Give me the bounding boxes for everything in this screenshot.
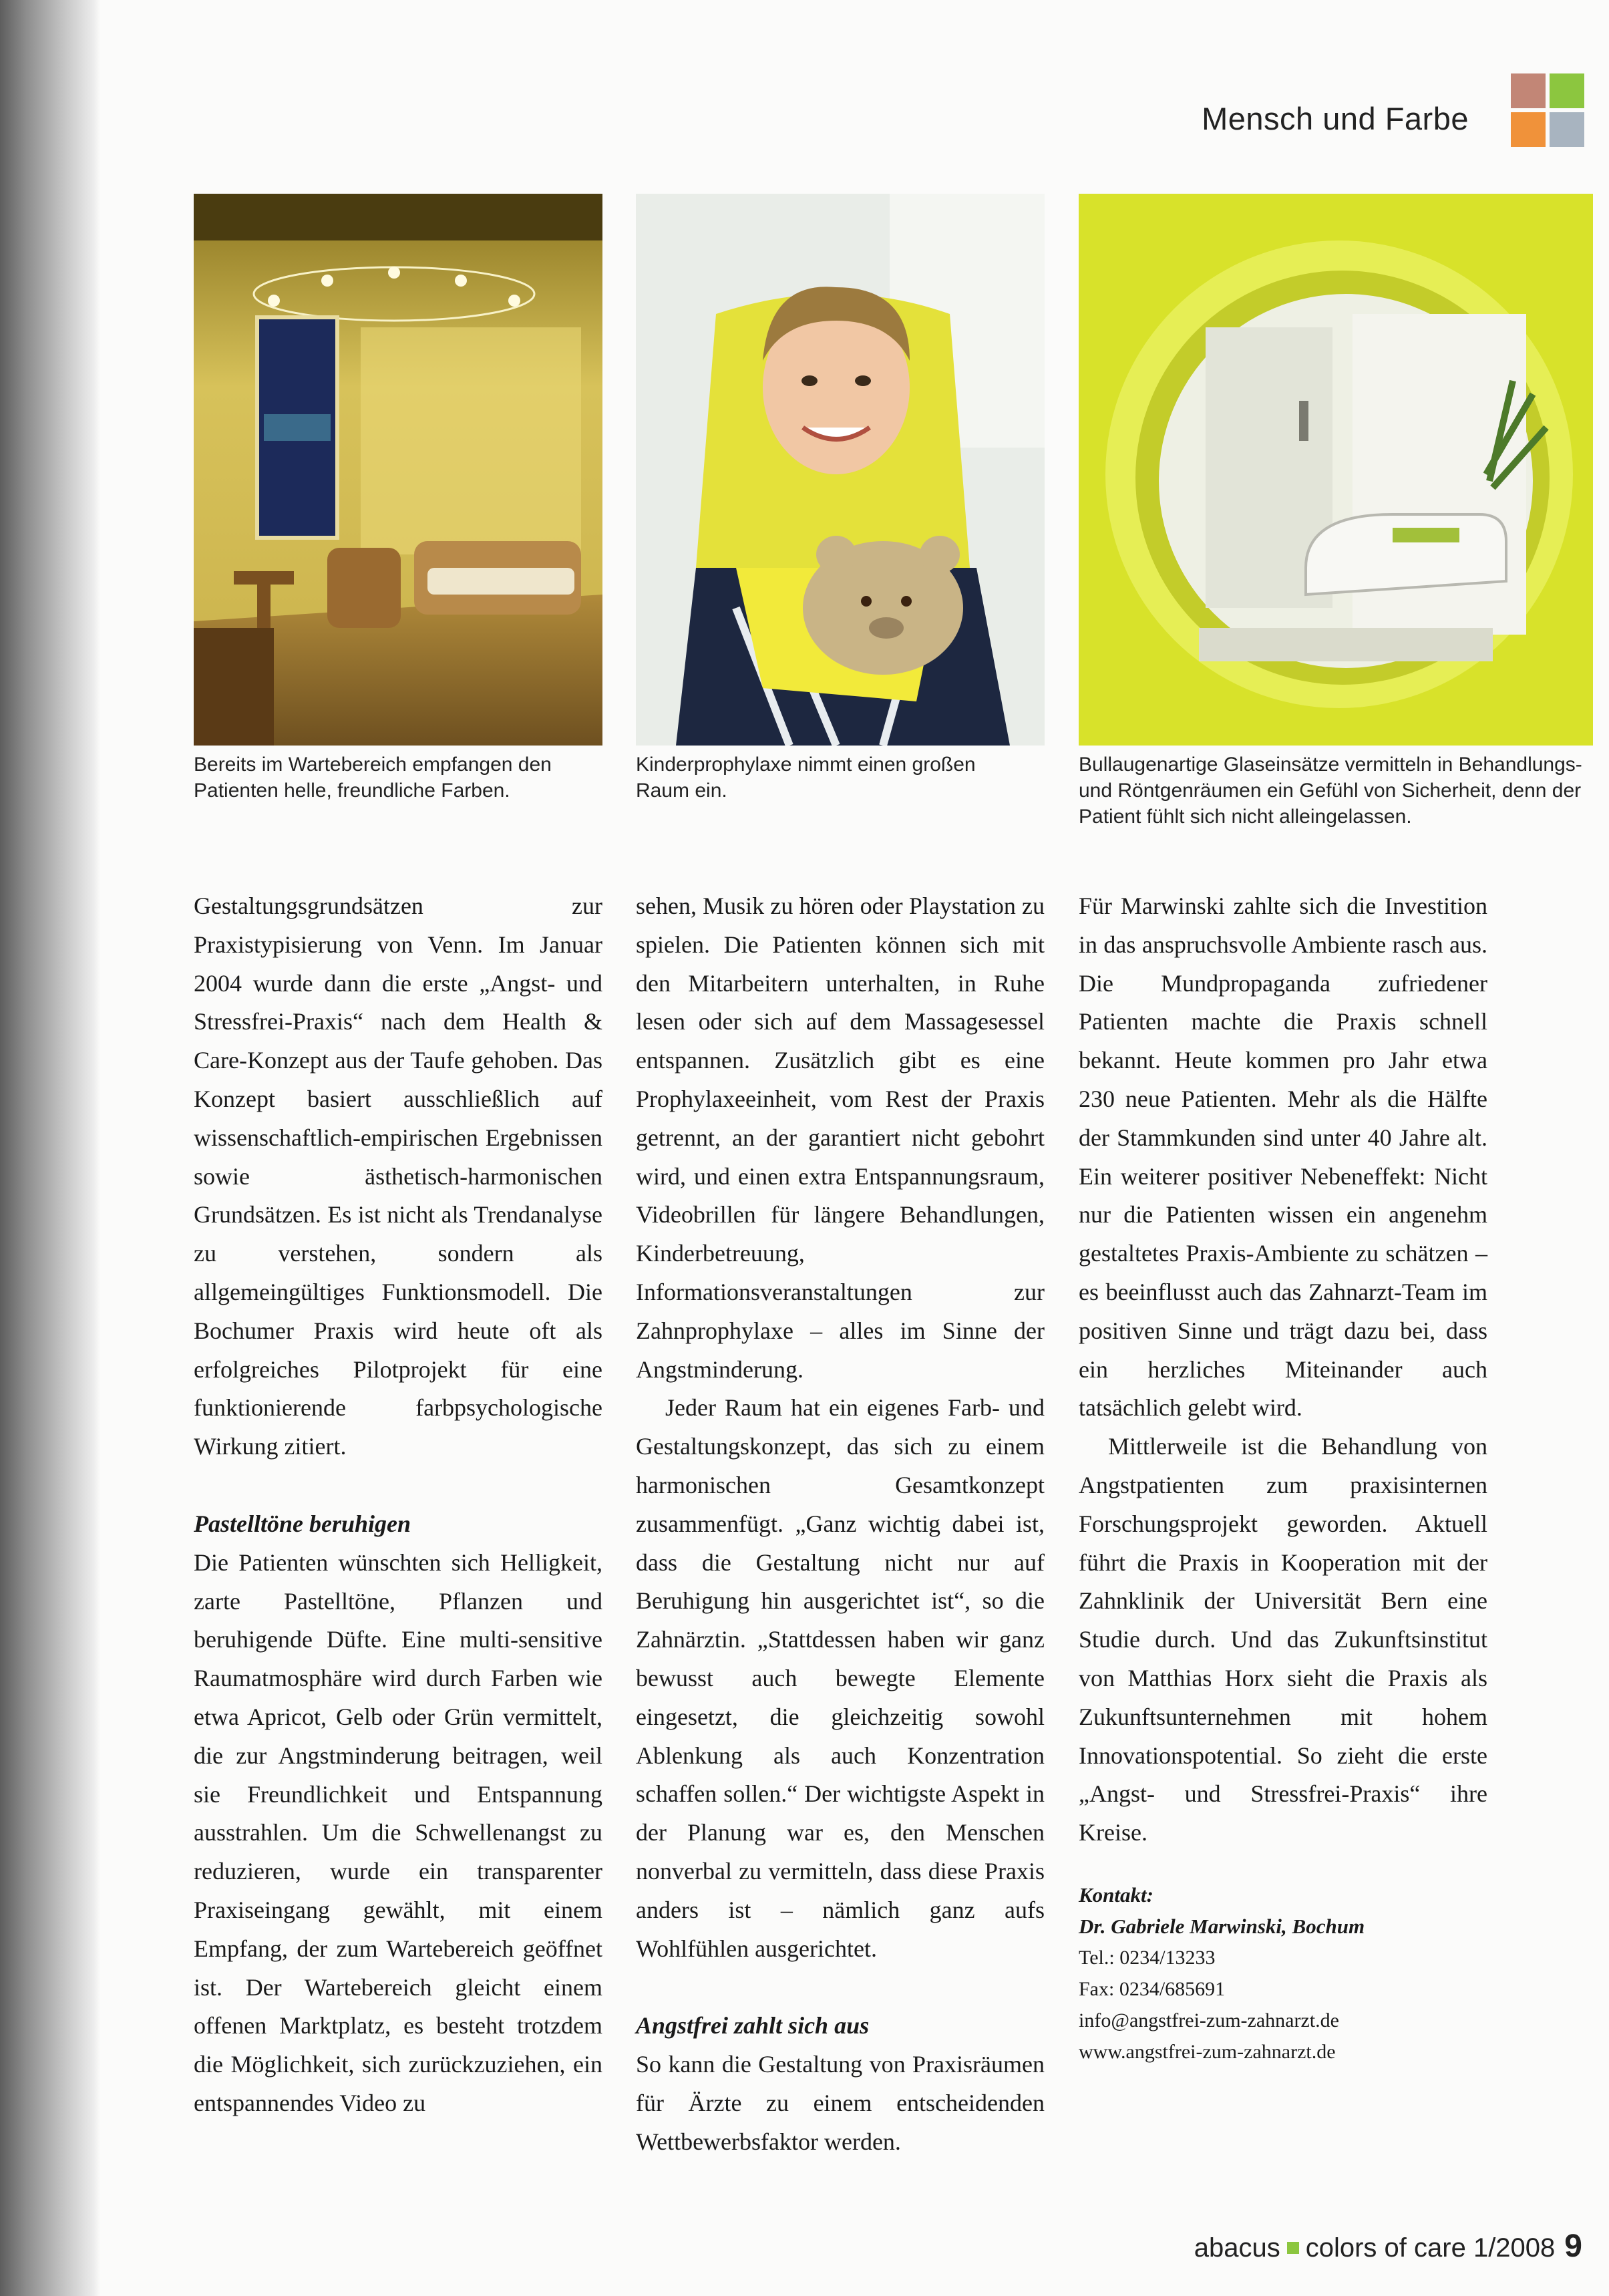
article-paragraph: Für Marwinski zahlte sich die Investition in das anspruchsvolle Ambiente rasch aus. Die Mundpropaganda zufriedener Patienten machte die Praxis schnell bekannt. Heute kommen pro Jahr etwa 230 neue Patienten. Mehr als die Hälfte der Stammkunden sind unter 40 Jahre alt. Ein weiterer positiver Nebeneffekt: Nicht nur die Patienten wissen ein angenehm gestaltetes Praxis-Ambiente zu schätzen – es beeinflusst auch das Zahnarzt-Team im positiven Sinne und trägt dazu bei, dass ein herzliches Miteinander auch tatsächlich gelebt wird. bbox=[1079, 892, 1487, 1422]
contact-fax: Fax: 0234/685691 bbox=[1079, 1977, 1226, 2000]
magazine-issue: colors of care 1/2008 bbox=[1305, 2233, 1556, 2263]
porthole-window-photo bbox=[1079, 194, 1593, 746]
article-paragraph: Jeder Raum hat ein eigenes Farb- und Gestaltungskonzept, das sich zu einem harmonischen Gesamtkonzept zusammenfügt. „Ganz wichtig dabei ist, dass die Gestaltung nicht nur auf Beruhigung hin ausgerichtet ist“, so die Zahnärztin. „Stattdessen haben wir ganz bewusst auch bewegte Elemente eingesetzt, die gleichzeitig sowohl Ablenkung als auch Konzentration schaffen sollen.“ Der wichtigste Aspekt in der Planung war es, den Menschen nonverbal zu vermitteln, dass diese Praxis anders ist – nämlich ganz aufs Wohlfühlen ausgerichtet. bbox=[636, 1394, 1045, 1962]
page-number: 9 bbox=[1564, 2229, 1582, 2264]
contact-phone: Tel.: 0234/13233 bbox=[1079, 1946, 1216, 1969]
article-paragraph: Gestaltungsgrundsätzen zur Praxistypisierung von Venn. Im Januar 2004 wurde dann die erste „Angst- und Stressfrei-Praxis“ nach dem Health & Care-Konzept aus der Taufe gehoben. Das Konzept basiert ausschließlich auf wissenschaftlich-empirischen Ergebnissen sowie ästhetisch-harmonischen Grundsätzen. Es ist nicht als Trendanalyse zu verstehen, sondern als allgemeingültiges Funktionsmodell. Die Bochumer Praxis wird heute oft als erfolgreiches Pilotprojekt für eine funktionierende farbpsychologische Wirkung zitiert. bbox=[194, 892, 602, 1460]
photo-caption-1: Bereits im Wartebereich empfangen den Patienten helle, freundliche Farben. bbox=[194, 754, 552, 802]
article-paragraph: Die Patienten wünschten sich Helligkeit, zarte Pastelltöne, Pflanzen und beruhigende Düfte. Eine multi-sensitive Raumatmosphäre wird durch Farben wie etwa Apricot, Gelb oder Grün vermittelt, die zur Angstminderung beitragen, weil sie Freundlichkeit und Entspannung ausstrahlen. Um die Schwellenangst zu reduzieren, wurde ein transparenter Praxiseingang gewählt, mit einem Empfang, der zum Wartebereich geöffnet ist. Der Wartebereich gleicht einem offenen Marktplatz, es besteht trotzdem die Möglichkeit, sich zurückzuziehen, ein entspannendes Video zu bbox=[194, 1548, 602, 2116]
subheading: Angstfrei zahlt sich aus bbox=[636, 2012, 870, 2039]
contact-website: www.angstfrei-zum-zahnarzt.de bbox=[1079, 2040, 1336, 2063]
child-with-teddy-photo bbox=[636, 194, 1045, 746]
article-column-2 bbox=[636, 887, 1045, 2162]
waiting-room-photo bbox=[194, 194, 602, 746]
contact-name: Dr. Gabriele Marwinski, Bochum bbox=[1079, 1914, 1365, 1938]
magazine-name: abacus bbox=[1194, 2233, 1280, 2263]
article-paragraph: sehen, Musik zu hören oder Playstation zu spielen. Die Patienten können sich mit den Mitarbeitern unterhalten, in Ruhe lesen oder sich auf dem Massagesessel entspannen. Zusätzlich gibt es eine Prophylaxeeinheit, vom Rest der Praxis getrennt, an der garantiert nicht gebohrt wird, und einen extra Entspannungsraum, Videobrillen für längere Behandlungen, Kinderbetreuung, Informationsveranstaltungen zur Zahnprophylaxe – alles im Sinne der Angstminderung. bbox=[636, 892, 1045, 1383]
page-binding-shadow bbox=[0, 0, 100, 2296]
contact-email: info@angstfrei-zum-zahnarzt.de bbox=[1079, 2009, 1339, 2031]
photo-caption-2: Kinderprophylaxe nimmt einen großen Raum ein. bbox=[636, 754, 976, 802]
subheading: Pastelltöne beruhigen bbox=[194, 1510, 411, 1537]
page-footer bbox=[1194, 2228, 1582, 2265]
contact-heading: Kontakt: bbox=[1079, 1882, 1153, 1907]
photo-caption-3: Bullaugenartige Glaseinsätze vermitteln in Behandlungs- und Röntgenräumen ein Gefühl von Sicherheit, denn der Patient fühlt sich nicht alleingelassen. bbox=[1079, 754, 1582, 828]
section-title: Mensch und Farbe bbox=[1202, 101, 1469, 136]
article-paragraph: So kann die Gestaltung von Praxisräumen für Ärzte zu einem entscheidenden Wettbewerbsfaktor werden. bbox=[636, 2051, 1045, 2155]
green-square-icon bbox=[1287, 2242, 1299, 2254]
article-column-3 bbox=[1079, 887, 1487, 2068]
article-column-1 bbox=[194, 887, 602, 2123]
article-paragraph: Mittlerweile ist die Behandlung von Angstpatienten zum praxisinternen Forschungsprojekt geworden. Aktuell führt die Praxis in Kooperation mit der Zahnklinik der Universität Bern eine Studie durch. Und das Zukunftsinstitut von Matthias Horx sieht die Praxis als Zukunftsunternehmen mit hohem Innovationspotential. So zieht die erste „Angst- und Stressfrei-Praxis“ ihre Kreise. bbox=[1079, 1433, 1487, 1846]
contact-box bbox=[1079, 1879, 1487, 2068]
color-squares-logo-icon bbox=[1511, 73, 1586, 148]
